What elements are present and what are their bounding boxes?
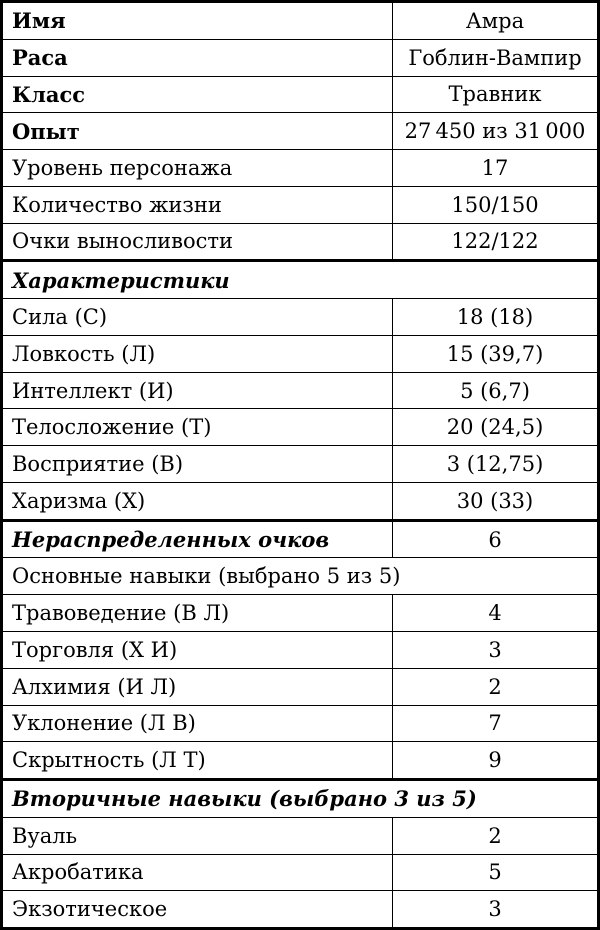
field-value: [392, 483, 597, 519]
row-herbalism: [3, 594, 597, 631]
field-value: [392, 446, 597, 482]
field-label: [3, 855, 392, 891]
field-label: [3, 3, 392, 39]
label-text: Раса: [12, 45, 68, 71]
row-charisma: [3, 482, 597, 519]
label-text: Восприятие (В): [12, 452, 184, 477]
field-label: [3, 224, 392, 260]
value-text: 5 (6,7): [460, 378, 530, 403]
section-header-secondary-skills: [3, 778, 597, 817]
field-label: [3, 669, 392, 705]
field-label: [3, 742, 392, 778]
label-text: Экзотическое: [12, 897, 168, 922]
value-text: 150/150: [451, 192, 539, 217]
value-text: 2: [488, 823, 502, 848]
field-label: [3, 409, 392, 445]
row-veil: [3, 817, 597, 854]
value-text: 7: [488, 711, 502, 736]
row-exotic: [3, 890, 597, 927]
field-label: [3, 187, 392, 223]
row-strength: [3, 298, 597, 335]
field-value: [392, 187, 597, 223]
row-class: [3, 76, 597, 113]
field-label: [3, 891, 392, 927]
label-text: Уклонение (Л В): [12, 711, 196, 736]
section-title: [3, 558, 597, 594]
row-intellect: [3, 372, 597, 409]
value-text: 15 (39,7): [446, 341, 544, 366]
section-title-text: Вторичные навыки (выбрано 3 из 5): [12, 786, 477, 812]
field-label: [3, 113, 392, 149]
field-value: [392, 706, 597, 742]
section-header-characteristics: [3, 259, 597, 298]
row-constitution: [3, 408, 597, 445]
value-text: 122/122: [451, 229, 539, 254]
field-value: [392, 632, 597, 668]
field-label: [3, 483, 392, 519]
value-text: 4: [488, 601, 502, 626]
value-text: 20 (24,5): [446, 415, 544, 440]
section-title: [3, 781, 597, 817]
field-label: [3, 818, 392, 854]
label-text: Нераспределенных очков: [12, 527, 330, 553]
label-text: Вуаль: [12, 823, 78, 848]
row-perception: [3, 445, 597, 482]
row-unallocated-points: [3, 519, 597, 558]
label-text: Количество жизни: [12, 192, 222, 217]
value-text: 3: [488, 637, 502, 662]
field-label: [3, 150, 392, 186]
row-experience: [3, 112, 597, 149]
section-title: [3, 262, 597, 298]
label-text: Уровень персонажа: [12, 155, 233, 180]
field-label: [3, 522, 392, 558]
field-value: [392, 522, 597, 558]
value-text: 30 (33): [456, 488, 534, 513]
row-trade: [3, 631, 597, 668]
row-race: [3, 39, 597, 76]
row-health: [3, 186, 597, 223]
row-acrobatics: [3, 854, 597, 891]
label-text: Травоведение (В Л): [12, 601, 230, 626]
field-label: [3, 299, 392, 335]
field-value: [392, 77, 597, 113]
row-alchemy: [3, 668, 597, 705]
value-text: 3 (12,75): [446, 452, 544, 477]
value-text: 5: [488, 860, 502, 885]
field-value: [392, 336, 597, 372]
field-value: [392, 299, 597, 335]
field-value: [392, 224, 597, 260]
label-text: Ловкость (Л): [12, 341, 156, 366]
row-agility: [3, 335, 597, 372]
field-value: [392, 3, 597, 39]
field-value: [392, 891, 597, 927]
value-text: 17: [481, 155, 509, 180]
value-text: 9: [488, 748, 502, 773]
value-text: Травник: [448, 82, 542, 107]
value-text: 18 (18): [456, 305, 534, 329]
label-text: Интеллект (И): [12, 378, 174, 403]
value-text: 6: [488, 527, 502, 552]
label-text: Телосложение (Т): [12, 415, 212, 440]
row-stealth: [3, 741, 597, 778]
label-text: Алхимия (И Л): [12, 674, 177, 699]
label-text: Имя: [12, 8, 66, 34]
value-text: 27 450 из 31 000: [404, 119, 586, 144]
field-value: [392, 409, 597, 445]
label-text: Опыт: [12, 118, 80, 144]
section-title-text: Характеристики: [12, 267, 230, 293]
label-text: Акробатика: [12, 860, 144, 885]
field-value: [392, 373, 597, 409]
field-label: [3, 77, 392, 113]
label-text: Торговля (Х И): [12, 637, 178, 662]
value-text: Амра: [465, 8, 525, 33]
field-label: [3, 632, 392, 668]
field-value: [392, 113, 597, 149]
label-text: Скрытность (Л Т): [12, 748, 206, 773]
field-label: [3, 40, 392, 76]
row-name: [3, 3, 597, 39]
field-label: [3, 336, 392, 372]
row-stamina: [3, 223, 597, 260]
field-value: [392, 855, 597, 891]
label-text: Сила (С): [12, 305, 108, 329]
field-value: [392, 40, 597, 76]
field-label: [3, 595, 392, 631]
field-value: [392, 742, 597, 778]
label-text: Харизма (Х): [12, 488, 146, 513]
value-text: 2: [488, 674, 502, 699]
label-text: Очки выносливости: [12, 229, 234, 254]
field-label: [3, 446, 392, 482]
value-text: Гоблин-Вампир: [408, 45, 582, 70]
value-text: 3: [488, 897, 502, 922]
field-label: [3, 373, 392, 409]
section-header-main-skills: [3, 557, 597, 594]
field-value: [392, 818, 597, 854]
section-title-text: Основные навыки (выбрано 5 из 5): [12, 564, 401, 589]
field-value: [392, 150, 597, 186]
field-value: [392, 669, 597, 705]
row-evasion: [3, 705, 597, 742]
field-value: [392, 595, 597, 631]
field-label: [3, 706, 392, 742]
row-character-level: [3, 149, 597, 186]
label-text: Класс: [12, 81, 86, 107]
